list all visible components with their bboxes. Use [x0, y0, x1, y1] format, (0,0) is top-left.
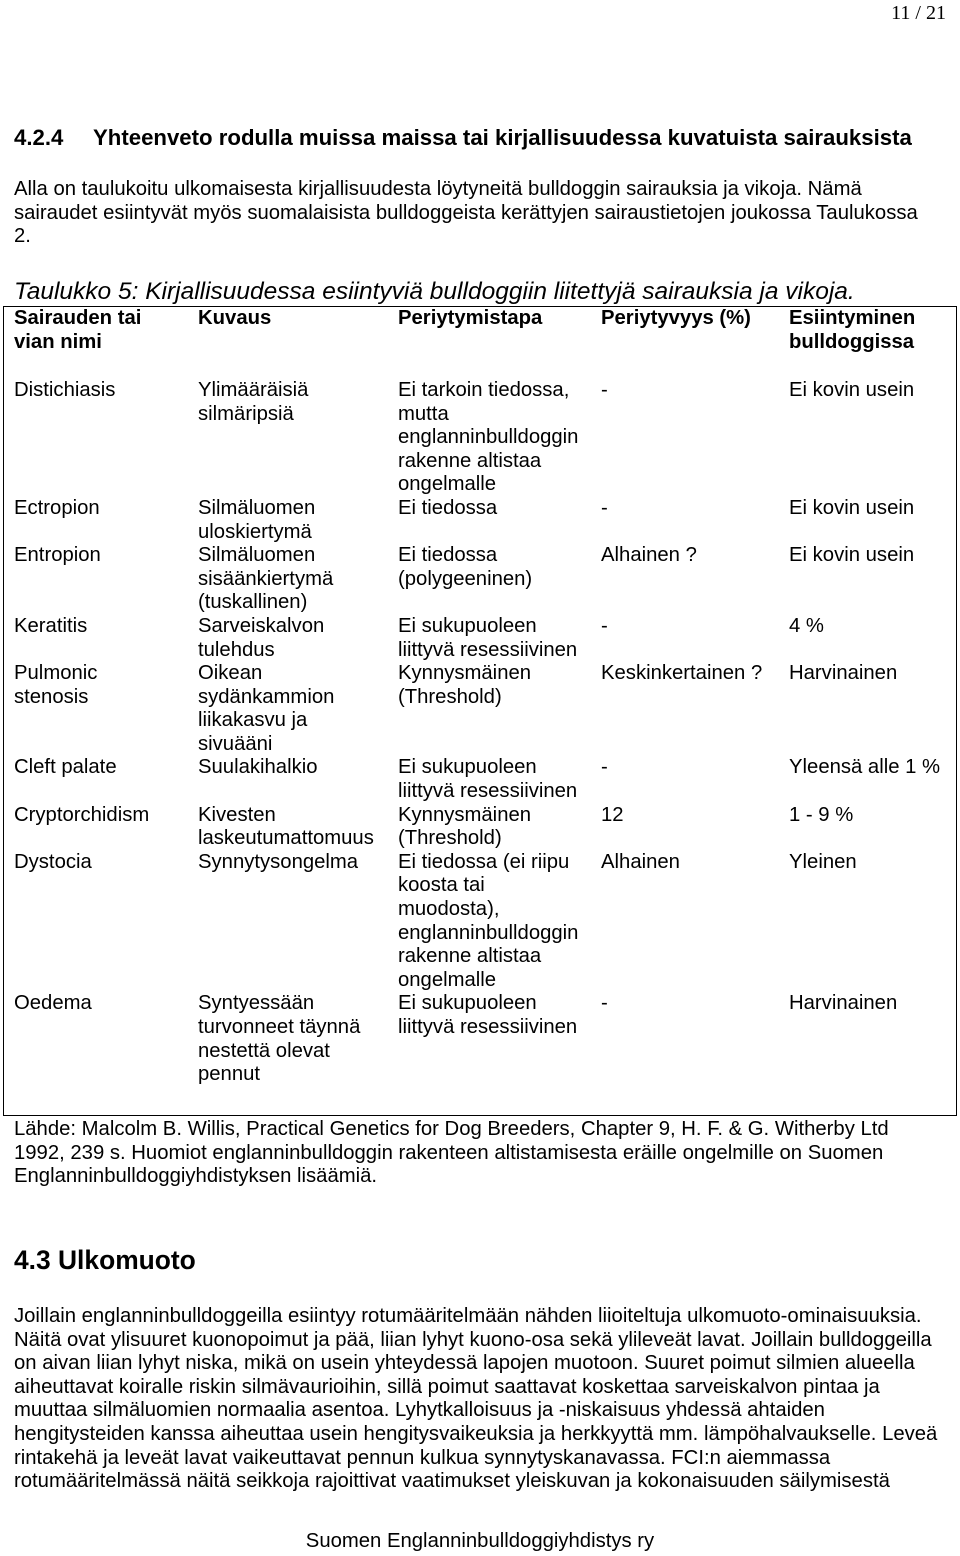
cell-line: nestettä olevat	[198, 1039, 330, 1062]
table-row	[14, 992, 956, 1086]
table-row	[14, 544, 956, 615]
table-row	[14, 851, 956, 993]
intro-paragraph	[14, 178, 918, 249]
cell-line: (polygeeninen)	[398, 567, 533, 590]
header-line: vian nimi	[14, 330, 102, 353]
disease-name-cell	[14, 756, 198, 803]
cell-line: Yleinen	[789, 850, 857, 873]
cell-line: mutta	[398, 402, 449, 425]
cell-line: turvonneet täynnä	[198, 1016, 361, 1039]
cell-line: muodosta),	[398, 898, 500, 921]
inheritance-mode-cell	[398, 851, 601, 993]
cell-line: Ei tiedossa	[398, 496, 498, 519]
cell-line: sivuääni	[198, 732, 273, 755]
cell-line: Silmäluomen	[198, 544, 316, 567]
cell-line: Ei sukupuoleen	[398, 756, 537, 779]
body-line: Joillain englanninbulldoggeilla esiintyy rotumääritelmään nähden liioiteltuja ulkomuoto-ominaisuuksia.	[14, 1305, 922, 1327]
body-line: hengitysteiden kanssa aiheuttaa usein hengitysvaikeuksia ja herkkyyttä mm. lämpöhalvaukselle. Leveä	[14, 1422, 938, 1445]
occurrence-cell	[789, 497, 954, 544]
description-cell	[198, 544, 398, 615]
disease-name-cell	[14, 662, 198, 756]
cell-line: Silmäluomen	[198, 496, 316, 519]
section-title: Yhteenveto rodulla muissa maissa tai kirjallisuudessa kuvatuista sairauksista	[93, 125, 912, 150]
disease-name-cell	[14, 804, 198, 851]
table-row	[14, 615, 956, 662]
occurrence-cell	[789, 756, 954, 803]
cell-line: (Threshold)	[398, 685, 502, 708]
cell-line: Kynnysmäinen	[398, 662, 532, 685]
cell-line: englanninbulldoggin	[398, 921, 579, 944]
table-row	[14, 497, 956, 544]
table-row	[14, 662, 956, 756]
inheritance-mode-cell	[398, 544, 601, 615]
cell-line: Oikean	[198, 662, 263, 685]
cell-line: Kivesten	[198, 803, 276, 826]
cell-line: Ei kovin usein	[789, 378, 915, 401]
inheritance-mode-cell	[398, 756, 601, 803]
inheritance-mode-cell	[398, 992, 601, 1086]
intro-line: 2.	[14, 225, 31, 248]
cell-line: Ei tiedossa	[398, 544, 498, 567]
cell-line: Ei tarkoin tiedossa,	[398, 378, 570, 401]
description-cell	[198, 992, 398, 1086]
cell-line: ongelmalle	[398, 968, 497, 991]
cell-line: -	[601, 496, 608, 519]
header-occurrence-cell	[789, 307, 954, 354]
cell-line: sydänkammion	[198, 685, 335, 708]
cell-line: Ylimääräisiä	[198, 378, 309, 401]
cell-line: liittyvä resessiivinen	[398, 638, 578, 661]
body-line: rotumääritelmässä näitä seikkoja rajoittivat vaatimukset yleiskuvan ja kokonaisuuden säilymisestä	[14, 1470, 890, 1493]
cell-line: Pulmonic	[14, 662, 98, 685]
cell-line: -	[601, 614, 608, 637]
cell-line: Harvinainen	[789, 992, 898, 1015]
cell-line: Cleft palate	[14, 756, 117, 779]
disease-name-cell	[14, 379, 198, 497]
cell-line: Kynnysmäinen	[398, 803, 532, 826]
description-cell	[198, 851, 398, 993]
description-cell	[198, 379, 398, 497]
heritability-cell	[601, 497, 789, 544]
page-number: 11 / 21	[891, 2, 946, 24]
description-cell	[198, 756, 398, 803]
disease-name-cell	[14, 544, 198, 615]
table-row	[14, 804, 956, 851]
cell-line: Entropion	[14, 544, 101, 567]
header-line: Periytymistapa	[398, 307, 543, 329]
cell-line: Oedema	[14, 992, 92, 1015]
cell-line: Ei kovin usein	[789, 544, 915, 567]
cell-line: (tuskallinen)	[198, 591, 308, 614]
disease-name-cell	[14, 615, 198, 662]
table-caption: Taulukko 5: Kirjallisuudessa esiintyviä bulldoggiin liitettyjä sairauksia ja vikoja.	[14, 278, 855, 305]
source-line: Englanninbulldoggiyhdistyksen lisäämiä.	[14, 1165, 378, 1188]
cell-line: Harvinainen	[789, 662, 898, 685]
section-number: 4.3	[14, 1245, 51, 1275]
cell-line: tulehdus	[198, 638, 275, 661]
heritability-cell	[601, 662, 789, 756]
cell-line: (Threshold)	[398, 827, 502, 850]
cell-line: Alhainen ?	[601, 544, 697, 567]
occurrence-cell	[789, 662, 954, 756]
source-line: Lähde: Malcolm B. Willis, Practical Genetics for Dog Breeders, Chapter 9, H. F. & G. Witherby Ltd	[14, 1118, 889, 1140]
section-number: 4.2.4	[14, 125, 64, 150]
cell-line: rakenne altistaa	[398, 449, 542, 472]
disease-name-cell	[14, 497, 198, 544]
header-line: Kuvaus	[198, 307, 272, 329]
cell-line: ongelmalle	[398, 473, 497, 496]
cell-line: 4 %	[789, 614, 824, 637]
table-body	[14, 379, 956, 1087]
cell-line: Ei sukupuoleen	[398, 992, 537, 1015]
table-header-row	[14, 307, 956, 354]
table-row	[14, 756, 956, 803]
cell-line: englanninbulldoggin	[398, 426, 579, 449]
cell-line: 1 - 9 %	[789, 803, 854, 826]
cell-line: koosta tai	[398, 874, 485, 897]
heritability-cell	[601, 804, 789, 851]
heritability-cell	[601, 379, 789, 497]
body-line: aiheuttavat koiralle riskin silmävaurioihin, sillä poimut saattavat koskettaa sarveiskalvon pintaa ja	[14, 1375, 880, 1398]
body-line: muuttaa silmäluomien normaalia asentoa. Lyhytkalloisuus ja -niskaisuus yhdessä ahtaiden	[14, 1399, 825, 1422]
inheritance-mode-cell	[398, 804, 601, 851]
header-inheritance-mode-cell	[398, 307, 601, 354]
heritability-cell	[601, 756, 789, 803]
cell-line: Ei sukupuoleen	[398, 614, 537, 637]
cell-line: Yleensä alle 1 %	[789, 756, 941, 779]
occurrence-cell	[789, 851, 954, 993]
header-description-cell	[198, 307, 398, 354]
occurrence-cell	[789, 804, 954, 851]
cell-line: Keratitis	[14, 614, 88, 637]
disease-name-cell	[14, 851, 198, 993]
header-line: bulldoggissa	[789, 330, 915, 353]
cell-line: Alhainen	[601, 850, 680, 873]
body-line: Näitä ovat ylisuuret kuonopoimut ja pää, liian lyhyt kuono-osa sekä ylileveät lavat. Joillain bulldoggeilla	[14, 1328, 932, 1351]
section-title: Ulkomuoto	[58, 1245, 196, 1275]
intro-line: Alla on taulukoitu ulkomaisesta kirjallisuudesta löytyneitä bulldoggin sairauksia ja vikoja. Nämä	[14, 178, 862, 200]
cell-line: liikakasvu ja	[198, 709, 308, 732]
header-disease-name-cell	[14, 307, 198, 354]
body-paragraph	[14, 1305, 937, 1494]
cell-line: Ei tiedossa (ei riipu	[398, 850, 570, 873]
body-line: on aivan liian lyhyt niska, mikä on usein yhteydessä lapojen muotoon. Suuret poimut silmien alueella	[14, 1352, 915, 1375]
occurrence-cell	[789, 379, 954, 497]
header-line: Esiintyminen	[789, 307, 916, 329]
description-cell	[198, 662, 398, 756]
source-note	[14, 1118, 889, 1189]
occurrence-cell	[789, 992, 954, 1086]
description-cell	[198, 615, 398, 662]
cell-line: Cryptorchidism	[14, 803, 150, 826]
heritability-cell	[601, 992, 789, 1086]
description-cell	[198, 804, 398, 851]
cell-line: Suulakihalkio	[198, 756, 318, 779]
page-footer: Suomen Englanninbulldoggiyhdistys ry	[305, 1530, 655, 1552]
cell-line: liittyvä resessiivinen	[398, 1016, 578, 1039]
cell-line: Syntyessään	[198, 992, 315, 1015]
header-heritability-cell	[601, 307, 789, 354]
cell-line: Synnytysongelma	[198, 850, 359, 873]
description-cell	[198, 497, 398, 544]
occurrence-cell	[789, 544, 954, 615]
intro-line: sairaudet esiintyvät myös suomalaisista bulldoggeista kerättyjen sairaustietojen joukossa Taulukossa	[14, 201, 918, 224]
cell-line: 12	[601, 803, 624, 826]
cell-line: Sarveiskalvon	[198, 614, 325, 637]
section-heading-ulkomuoto	[14, 1245, 196, 1275]
header-line: Sairauden tai	[14, 307, 142, 329]
section-heading	[14, 125, 912, 151]
cell-line: Keskinkertainen ?	[601, 662, 763, 685]
heritability-cell	[601, 615, 789, 662]
disease-table	[3, 306, 957, 1116]
inheritance-mode-cell	[398, 379, 601, 497]
cell-line: pennut	[198, 1063, 261, 1086]
heritability-cell	[601, 851, 789, 993]
inheritance-mode-cell	[398, 662, 601, 756]
inheritance-mode-cell	[398, 497, 601, 544]
cell-line: liittyvä resessiivinen	[398, 780, 578, 803]
heritability-cell	[601, 544, 789, 615]
cell-line: rakenne altistaa	[398, 945, 542, 968]
occurrence-cell	[789, 615, 954, 662]
cell-line: Distichiasis	[14, 378, 116, 401]
cell-line: -	[601, 756, 608, 779]
cell-line: stenosis	[14, 685, 89, 708]
body-line: rintakehä ja leveät lavat vaikeuttavat pennun kulkua synnytyskanavassa. FCI:n aiemmassa	[14, 1446, 831, 1469]
cell-line: -	[601, 378, 608, 401]
disease-name-cell	[14, 992, 198, 1086]
cell-line: sisäänkiertymä	[198, 567, 334, 590]
cell-line: silmäripsiä	[198, 402, 294, 425]
table-row	[14, 379, 956, 497]
source-line: 1992, 239 s. Huomiot englanninbulldoggin rakenteen altistamisesta eräille ongelmille on Suomen	[14, 1141, 884, 1164]
cell-line: uloskiertymä	[198, 520, 312, 543]
cell-line: -	[601, 992, 608, 1015]
cell-line: Ectropion	[14, 496, 100, 519]
cell-line: Dystocia	[14, 850, 92, 873]
cell-line: Ei kovin usein	[789, 496, 915, 519]
inheritance-mode-cell	[398, 615, 601, 662]
header-line: Periytyvyys (%)	[601, 307, 751, 329]
cell-line: laskeutumattomuus	[198, 827, 374, 850]
